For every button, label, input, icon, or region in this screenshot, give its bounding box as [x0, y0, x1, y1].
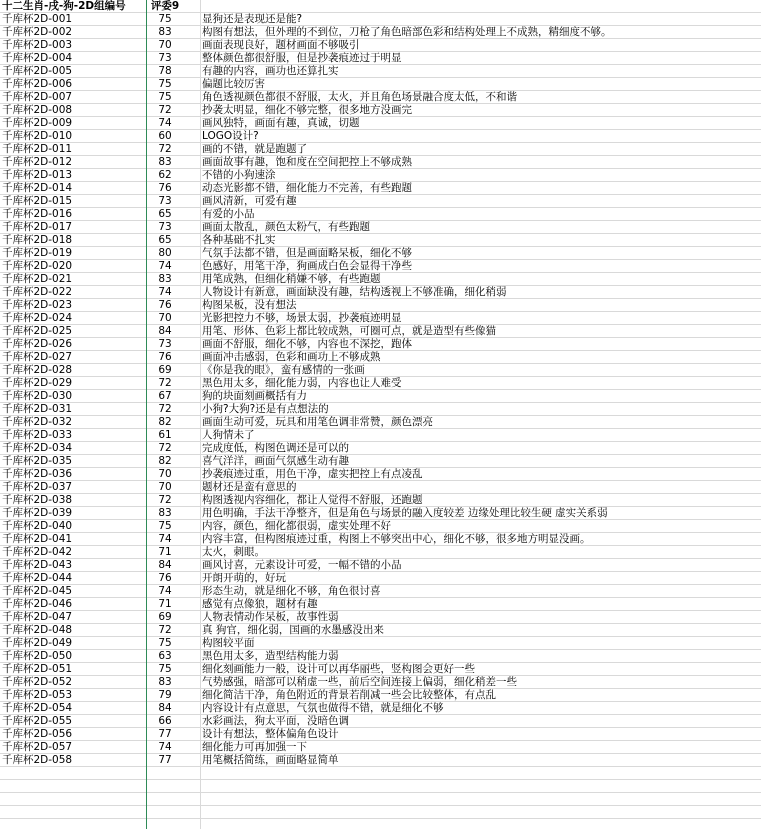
table-row [0, 468, 761, 481]
table-row [0, 650, 761, 663]
table-row [0, 442, 761, 455]
table-row [0, 741, 761, 754]
entry-id-cell[interactable]: 千库杯2D-056 [2, 728, 73, 740]
score-cell[interactable]: 66 [158, 715, 172, 727]
score-cell[interactable]: 73 [158, 195, 172, 207]
entry-id-cell[interactable]: 千库杯2D-004 [2, 52, 73, 64]
score-cell[interactable]: 70 [158, 481, 172, 493]
table-row [0, 702, 761, 715]
table-row [0, 455, 761, 468]
table-row [0, 403, 761, 416]
comment-cell[interactable]: 人物设计有新意，画面缺没有趣，结构透视上不够准确，细化稍弱 [202, 286, 507, 298]
table-row [0, 715, 761, 728]
table-row [0, 663, 761, 676]
comment-cell[interactable]: 色感好，用笔干净，狗画成白色会显得干净些 [202, 260, 412, 272]
table-row [0, 260, 761, 273]
table-row [0, 91, 761, 104]
comment-cell[interactable]: 画面太散乱，颜色太粉气，有些跑题 [202, 221, 370, 233]
entry-id-cell[interactable]: 千库杯2D-005 [2, 65, 73, 77]
score-cell[interactable]: 83 [158, 273, 172, 285]
score-cell[interactable]: 73 [158, 221, 172, 233]
comment-cell[interactable]: 画面生动可爱，玩具和用笔色调非常赞，颜色漂亮 [202, 416, 433, 428]
table-row [0, 624, 761, 637]
score-cell[interactable]: 74 [158, 117, 172, 129]
score-cell[interactable]: 75 [158, 520, 172, 532]
table-row [0, 572, 761, 585]
score-cell[interactable]: 84 [158, 325, 172, 337]
comment-cell[interactable]: 画面表现良好，题材画面不够吸引 [202, 39, 360, 51]
entry-id-cell[interactable]: 千库杯2D-032 [2, 416, 73, 428]
empty-row [0, 806, 761, 819]
comment-cell[interactable]: 抄袭痕迹过重，用色干净，虚实把控上有点凌乱 [202, 468, 423, 480]
empty-row [0, 767, 761, 780]
empty-row [0, 819, 761, 829]
score-cell[interactable]: 82 [158, 416, 172, 428]
table-row [0, 130, 761, 143]
table-row [0, 429, 761, 442]
score-cell[interactable]: 80 [158, 247, 172, 259]
table-row [0, 481, 761, 494]
entry-id-cell[interactable]: 千库杯2D-017 [2, 221, 73, 233]
score-cell[interactable]: 74 [158, 585, 172, 597]
table-row [0, 273, 761, 286]
entry-id-cell[interactable]: 千库杯2D-050 [2, 650, 73, 662]
comment-cell[interactable]: 设计有想法，整体偏角色设计 [202, 728, 339, 740]
comment-cell[interactable]: 有趣的内容，画功也还算扎实 [202, 65, 339, 77]
table-row [0, 312, 761, 325]
entry-id-cell[interactable]: 千库杯2D-037 [2, 481, 73, 493]
header-score[interactable]: 评委9 [150, 0, 180, 12]
comment-cell[interactable]: 细化能力可再加强一下 [202, 741, 307, 753]
comment-cell[interactable]: 黑色用太多，细化能力弱，内容也让人难受 [202, 377, 402, 389]
score-cell[interactable]: 83 [158, 507, 172, 519]
score-cell[interactable]: 71 [158, 546, 172, 558]
comment-cell[interactable]: 用笔成熟，但细化稍嫌不够，有些跑题 [202, 273, 381, 285]
score-cell[interactable]: 60 [158, 130, 172, 142]
entry-id-cell[interactable]: 千库杯2D-021 [2, 273, 73, 285]
entry-id-cell[interactable]: 千库杯2D-015 [2, 195, 73, 207]
table-row [0, 117, 761, 130]
entry-id-cell[interactable]: 千库杯2D-025 [2, 325, 73, 337]
table-row [0, 559, 761, 572]
entry-id-cell[interactable]: 千库杯2D-058 [2, 754, 73, 766]
entry-id-cell[interactable]: 千库杯2D-024 [2, 312, 73, 324]
table-row [0, 494, 761, 507]
table-row [0, 221, 761, 234]
comment-cell[interactable]: 开朗开萌的，好玩 [202, 572, 286, 584]
entry-id-cell[interactable]: 千库杯2D-041 [2, 533, 73, 545]
score-cell[interactable]: 69 [158, 611, 172, 623]
comment-cell[interactable]: 画面不舒服，细化不够，内容也不深挖，跑体 [202, 338, 412, 350]
score-cell[interactable]: 83 [158, 26, 172, 38]
entry-id-cell[interactable]: 千库杯2D-031 [2, 403, 73, 415]
table-row [0, 533, 761, 546]
comment-cell[interactable]: 太火，刺眼。 [202, 546, 265, 558]
comment-cell[interactable]: 显狗还是表现还是能? [202, 13, 303, 25]
score-cell[interactable]: 76 [158, 299, 172, 311]
comment-cell[interactable]: 用笔、形体、色彩上都比较成熟，可圈可点，就是造型有些像猫 [202, 325, 496, 337]
empty-row [0, 793, 761, 806]
table-row [0, 195, 761, 208]
column-divider-green [146, 0, 147, 829]
entry-id-cell[interactable]: 千库杯2D-055 [2, 715, 73, 727]
comment-cell[interactable]: 细化刻画能力一般，设计可以再华丽些，竖构图会更好一些 [202, 663, 475, 675]
entry-id-cell[interactable]: 千库杯2D-057 [2, 741, 73, 753]
table-row [0, 325, 761, 338]
score-cell[interactable]: 77 [158, 728, 172, 740]
entry-id-cell[interactable]: 千库杯2D-029 [2, 377, 73, 389]
entry-id-cell[interactable]: 千库杯2D-044 [2, 572, 73, 584]
comment-cell[interactable]: 小狗?大狗?还是有点想法的 [202, 403, 329, 415]
comment-cell[interactable]: 用笔概括简练，画面略显简单 [202, 754, 339, 766]
score-cell[interactable]: 70 [158, 468, 172, 480]
score-cell[interactable]: 75 [158, 637, 172, 649]
comment-cell[interactable]: 《你是我的眼》，蛮有感情的一张画 [202, 364, 365, 376]
entry-id-cell[interactable]: 千库杯2D-054 [2, 702, 73, 714]
entry-id-cell[interactable]: 千库杯2D-046 [2, 598, 73, 610]
score-cell[interactable]: 77 [158, 754, 172, 766]
comment-cell[interactable]: 黑色用太多，造型结构能力弱 [202, 650, 339, 662]
comment-cell[interactable]: 气势感强，暗部可以稍虚一些，前后空间连接上偏弱，细化稍差一些 [202, 676, 517, 688]
comment-cell[interactable]: 偏题比较厉害 [202, 78, 265, 90]
header-comment[interactable] [202, 0, 758, 12]
score-cell[interactable]: 70 [158, 312, 172, 324]
entry-id-cell[interactable]: 千库杯2D-035 [2, 455, 73, 467]
entry-id-cell[interactable]: 千库杯2D-039 [2, 507, 73, 519]
comment-cell[interactable]: 内容，颜色，细化都很弱，虚实处理不好 [202, 520, 391, 532]
score-cell[interactable]: 74 [158, 286, 172, 298]
entry-id-cell[interactable]: 千库杯2D-011 [2, 143, 73, 155]
entry-id-cell[interactable]: 千库杯2D-016 [2, 208, 73, 220]
entry-id-cell[interactable]: 千库杯2D-048 [2, 624, 73, 636]
score-cell[interactable]: 74 [158, 260, 172, 272]
comment-cell[interactable]: 有爱的小品 [202, 208, 255, 220]
score-cell[interactable]: 76 [158, 182, 172, 194]
table-row [0, 13, 761, 26]
comment-cell[interactable]: 人物表情动作呆板，故事性弱 [202, 611, 339, 623]
table-row [0, 611, 761, 624]
comment-cell[interactable]: 光影把控力不够，场景太弱，抄袭痕迹明显 [202, 312, 402, 324]
comment-cell[interactable]: 完成度低，构图色调还是可以的 [202, 442, 349, 454]
table-row [0, 689, 761, 702]
score-cell[interactable]: 72 [158, 377, 172, 389]
comment-cell[interactable]: 动态光影都不错，细化能力不完善，有些跑题 [202, 182, 412, 194]
entry-id-cell[interactable]: 千库杯2D-034 [2, 442, 73, 454]
table-row [0, 338, 761, 351]
entry-id-cell[interactable]: 千库杯2D-030 [2, 390, 73, 402]
score-cell[interactable]: 69 [158, 364, 172, 376]
score-cell[interactable]: 75 [158, 13, 172, 25]
header-row [0, 0, 761, 13]
entry-id-cell[interactable]: 千库杯2D-018 [2, 234, 73, 246]
table-row [0, 676, 761, 689]
entry-id-cell[interactable]: 千库杯2D-045 [2, 585, 73, 597]
entry-id-cell[interactable]: 千库杯2D-053 [2, 689, 73, 701]
comment-cell[interactable]: 真 狗官，细化弱，国画的水墨感没出来 [202, 624, 384, 636]
comment-cell[interactable]: 画的不错，就是跑题了 [202, 143, 307, 155]
entry-id-cell[interactable]: 千库杯2D-047 [2, 611, 73, 623]
comment-cell[interactable]: 狗的块面刻画概括有力 [202, 390, 307, 402]
score-cell[interactable]: 72 [158, 442, 172, 454]
comment-cell[interactable]: 抄袭太明显，细化不够完整，很多地方没画完 [202, 104, 412, 116]
table-row [0, 286, 761, 299]
entry-id-cell[interactable]: 千库杯2D-038 [2, 494, 73, 506]
score-cell[interactable]: 78 [158, 65, 172, 77]
entry-id-cell[interactable]: 千库杯2D-036 [2, 468, 73, 480]
table-row [0, 598, 761, 611]
comment-cell[interactable]: 画面冲击感弱，色彩和画功上不够成熟 [202, 351, 381, 363]
comment-cell[interactable]: 人狗情未了 [202, 429, 255, 441]
entry-id-cell[interactable]: 千库杯2D-002 [2, 26, 73, 38]
table-row [0, 299, 761, 312]
score-cell[interactable]: 65 [158, 234, 172, 246]
entry-id-cell[interactable]: 千库杯2D-014 [2, 182, 73, 194]
score-cell[interactable]: 82 [158, 455, 172, 467]
comment-cell[interactable]: 画风清新，可爱有趣 [202, 195, 297, 207]
entry-id-cell[interactable]: 千库杯2D-033 [2, 429, 73, 441]
entry-id-cell[interactable]: 千库杯2D-007 [2, 91, 73, 103]
comment-cell[interactable]: 喜气洋洋，画面气氛感生动有趣 [202, 455, 349, 467]
comment-cell[interactable]: 画面故事有趣，饱和度在空间把控上不够成熟 [202, 156, 412, 168]
comment-cell[interactable]: 构图较平面 [202, 637, 255, 649]
score-cell[interactable]: 73 [158, 338, 172, 350]
entry-id-cell[interactable]: 千库杯2D-023 [2, 299, 73, 311]
score-cell[interactable]: 71 [158, 598, 172, 610]
table-row [0, 351, 761, 364]
comment-cell[interactable]: 内容丰富，但构图痕迹过重，构图上不够突出中心，细化不够，很多地方明显没画。 [202, 533, 591, 545]
empty-row [0, 780, 761, 793]
comment-cell[interactable]: LOGO设计? [202, 130, 259, 142]
entry-id-cell[interactable]: 千库杯2D-051 [2, 663, 73, 675]
comment-cell[interactable]: 构图透视内容细化，都让人觉得不舒服，还跑题 [202, 494, 423, 506]
table-row [0, 143, 761, 156]
score-cell[interactable]: 79 [158, 689, 172, 701]
score-cell[interactable]: 72 [158, 403, 172, 415]
entry-id-cell[interactable]: 千库杯2D-022 [2, 286, 73, 298]
comment-cell[interactable]: 细化简洁干净，角色附近的背景若削减一些会比较整体，有点乱 [202, 689, 496, 701]
table-row [0, 39, 761, 52]
entry-id-cell[interactable]: 千库杯2D-012 [2, 156, 73, 168]
score-cell[interactable]: 72 [158, 104, 172, 116]
entry-id-cell[interactable]: 千库杯2D-010 [2, 130, 73, 142]
score-cell[interactable]: 75 [158, 78, 172, 90]
score-cell[interactable]: 75 [158, 91, 172, 103]
table-row [0, 390, 761, 403]
comment-cell[interactable]: 题材还是蛮有意思的 [202, 481, 297, 493]
score-cell[interactable]: 76 [158, 572, 172, 584]
table-row [0, 156, 761, 169]
entry-id-cell[interactable]: 千库杯2D-020 [2, 260, 73, 272]
entry-id-cell[interactable]: 千库杯2D-019 [2, 247, 73, 259]
table-row [0, 234, 761, 247]
entry-id-cell[interactable]: 千库杯2D-052 [2, 676, 73, 688]
entry-id-cell[interactable]: 千库杯2D-028 [2, 364, 73, 376]
entry-id-cell[interactable]: 千库杯2D-026 [2, 338, 73, 350]
score-cell[interactable]: 74 [158, 741, 172, 753]
score-cell[interactable]: 84 [158, 702, 172, 714]
score-cell[interactable]: 83 [158, 676, 172, 688]
table-row [0, 104, 761, 117]
column-divider [200, 0, 201, 829]
comment-cell[interactable]: 各种基础不扎实 [202, 234, 276, 246]
score-cell[interactable]: 83 [158, 156, 172, 168]
table-row [0, 520, 761, 533]
comment-cell[interactable]: 气氛手法都不错，但是画面略呆板，细化不够 [202, 247, 412, 259]
table-row [0, 754, 761, 767]
score-cell[interactable]: 65 [158, 208, 172, 220]
table-row [0, 208, 761, 221]
table-row [0, 26, 761, 39]
table-row [0, 507, 761, 520]
table-row [0, 182, 761, 195]
comment-cell[interactable]: 构图有想法，但外理的不到位，刀枪了角色暗部色彩和结构处理上不成熟，精细度不够。 [202, 26, 612, 38]
score-cell[interactable]: 73 [158, 52, 172, 64]
table-row [0, 377, 761, 390]
table-row [0, 546, 761, 559]
comment-cell[interactable]: 感觉有点像狼，题材有趣 [202, 598, 318, 610]
comment-cell[interactable]: 角色透视颜色都很不舒服，太火，并且角色场景融合度太低，不和谐 [202, 91, 517, 103]
table-row [0, 52, 761, 65]
entry-id-cell[interactable]: 千库杯2D-027 [2, 351, 73, 363]
table-row [0, 364, 761, 377]
entry-id-cell[interactable]: 千库杯2D-043 [2, 559, 73, 571]
score-cell[interactable]: 74 [158, 533, 172, 545]
table-row [0, 247, 761, 260]
entry-id-cell[interactable]: 千库杯2D-049 [2, 637, 73, 649]
entry-id-cell[interactable]: 千库杯2D-009 [2, 117, 73, 129]
table-row [0, 637, 761, 650]
comment-cell[interactable]: 画风独特，画面有趣，真诚，切题 [202, 117, 360, 129]
entry-id-cell[interactable]: 千库杯2D-001 [2, 13, 73, 25]
table-row [0, 585, 761, 598]
comment-cell[interactable]: 形态生动，就是细化不够，角色很讨喜 [202, 585, 381, 597]
entry-id-cell[interactable]: 千库杯2D-008 [2, 104, 73, 116]
score-cell[interactable]: 61 [158, 429, 172, 441]
score-cell[interactable]: 70 [158, 39, 172, 51]
comment-cell[interactable]: 不错的小狗速涂 [202, 169, 276, 181]
score-cell[interactable]: 72 [158, 494, 172, 506]
table-row [0, 78, 761, 91]
entry-id-cell[interactable]: 千库杯2D-006 [2, 78, 73, 90]
entry-id-cell[interactable]: 千库杯2D-013 [2, 169, 73, 181]
entry-id-cell[interactable]: 千库杯2D-003 [2, 39, 73, 51]
table-row [0, 416, 761, 429]
comment-cell[interactable]: 用色明确，手法干净整齐，但是角色与场景的融入度较差 边缘处理比较生硬 虚实关系弱 [202, 507, 608, 519]
score-cell[interactable]: 67 [158, 390, 172, 402]
header-title[interactable]: 十二生肖-戌-狗-2D组编号 [2, 0, 126, 12]
score-cell[interactable]: 62 [158, 169, 172, 181]
table-row [0, 169, 761, 182]
comment-cell[interactable]: 水彩画法，狗太平面，没暗色调 [202, 715, 349, 727]
comment-cell[interactable]: 构图呆板，没有想法 [202, 299, 297, 311]
entry-id-cell[interactable]: 千库杯2D-040 [2, 520, 73, 532]
comment-cell[interactable]: 画风讨喜，元素设计可爱，一幅不错的小品 [202, 559, 402, 571]
table-row [0, 728, 761, 741]
comment-cell[interactable]: 整体颜色都很舒服，但是抄袭痕迹过于明显 [202, 52, 402, 64]
entry-id-cell[interactable]: 千库杯2D-042 [2, 546, 73, 558]
score-cell[interactable]: 72 [158, 143, 172, 155]
score-cell[interactable]: 72 [158, 624, 172, 636]
score-cell[interactable]: 75 [158, 663, 172, 675]
table-row [0, 65, 761, 78]
score-cell[interactable]: 76 [158, 351, 172, 363]
score-cell[interactable]: 84 [158, 559, 172, 571]
comment-cell[interactable]: 内容设计有点意思，气氛也做得不错，就是细化不够 [202, 702, 444, 714]
score-cell[interactable]: 63 [158, 650, 172, 662]
